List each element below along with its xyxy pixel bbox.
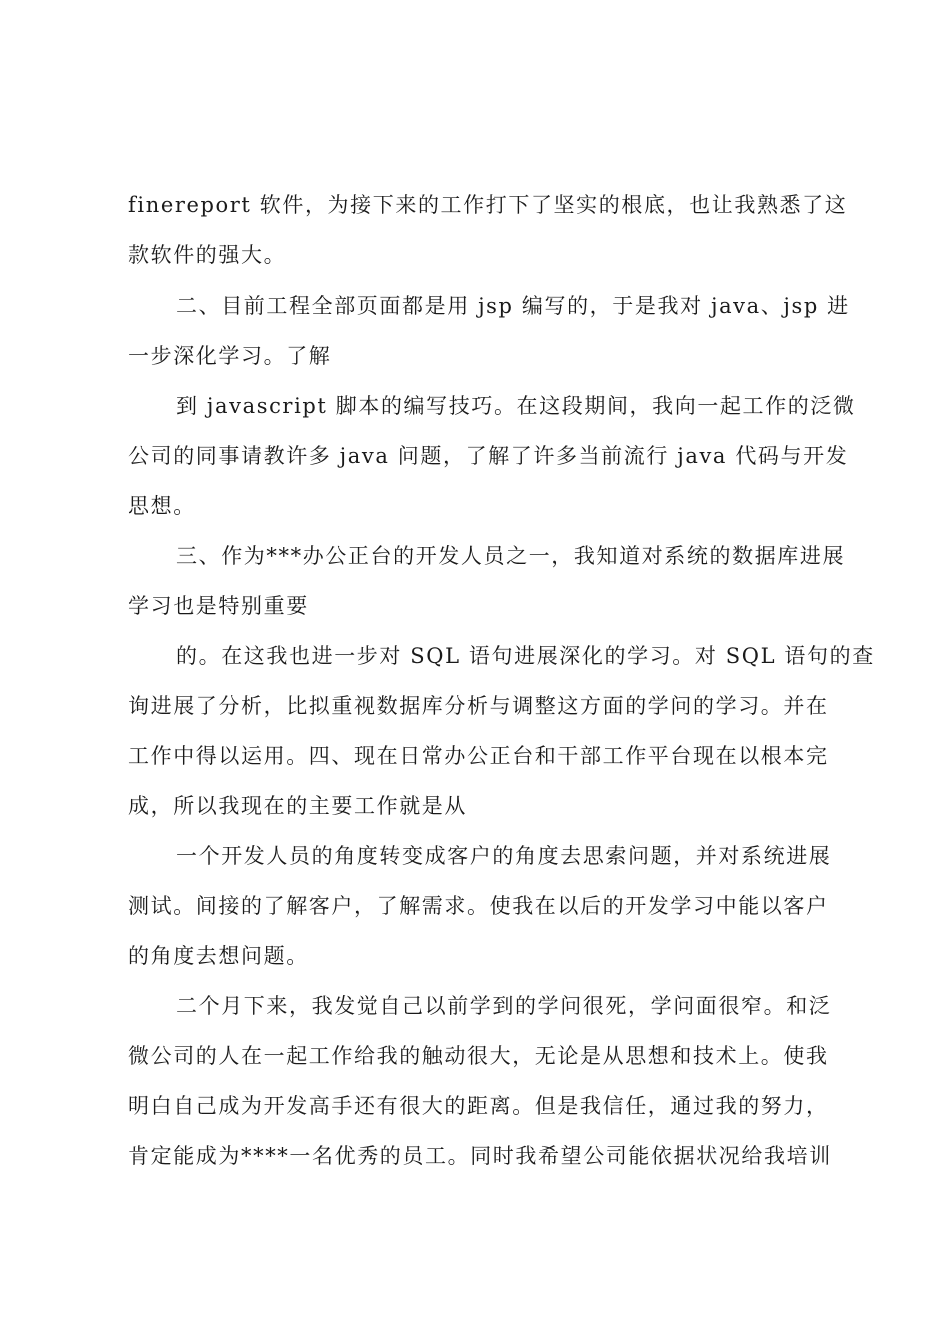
text-line: 肯定能成为****一名优秀的员工。同时我希望公司能依据状况给我培训 bbox=[128, 1144, 832, 1168]
text-line: 的。在这我也进一步对 SQL 语句进展深化的学习。对 SQL 语句的查 bbox=[176, 644, 875, 668]
text-line: 学习也是特别重要 bbox=[128, 594, 309, 618]
text-line: 询进展了分析，比拟重视数据库分析与调整这方面的学问的学习。并在 bbox=[128, 694, 829, 718]
text-line: 测试。间接的了解客户，了解需求。使我在以后的开发学习中能以客户 bbox=[128, 894, 829, 918]
text-line: 一个开发人员的角度转变成客户的角度去思索问题，并对系统进展 bbox=[176, 844, 832, 868]
text-line: 思想。 bbox=[128, 494, 196, 518]
text-line: finereport 软件，为接下来的工作打下了坚实的根底，也让我熟悉了这 bbox=[128, 193, 848, 217]
text-line: 明白自己成为开发高手还有很大的距离。但是我信任，通过我的努力， bbox=[128, 1094, 829, 1118]
text-line: 一步深化学习。了解 bbox=[128, 344, 332, 368]
text-line: 三、作为***办公正台的开发人员之一，我知道对系统的数据库进展 bbox=[176, 544, 846, 568]
text-line: 工作中得以运用。四、现在日常办公正台和干部工作平台现在以根本完 bbox=[128, 744, 829, 768]
text-line: 成，所以我现在的主要工作就是从 bbox=[128, 794, 467, 818]
text-line: 微公司的人在一起工作给我的触动很大，无论是从思想和技术上。使我 bbox=[128, 1044, 829, 1068]
text-line: 的角度去想问题。 bbox=[128, 944, 309, 968]
text-line: 二个月下来，我发觉自己以前学到的学问很死，学问面很窄。和泛 bbox=[176, 994, 832, 1018]
text-line: 款软件的强大。 bbox=[128, 243, 287, 267]
text-line: 公司的同事请教许多 java 问题，了解了许多当前流行 java 代码与开发 bbox=[128, 444, 849, 468]
text-line: 到 javascript 脚本的编写技巧。在这段期间，我向一起工作的泛微 bbox=[176, 394, 856, 418]
text-line: 二、目前工程全部页面都是用 jsp 编写的，于是我对 java、jsp 进 bbox=[176, 294, 850, 318]
